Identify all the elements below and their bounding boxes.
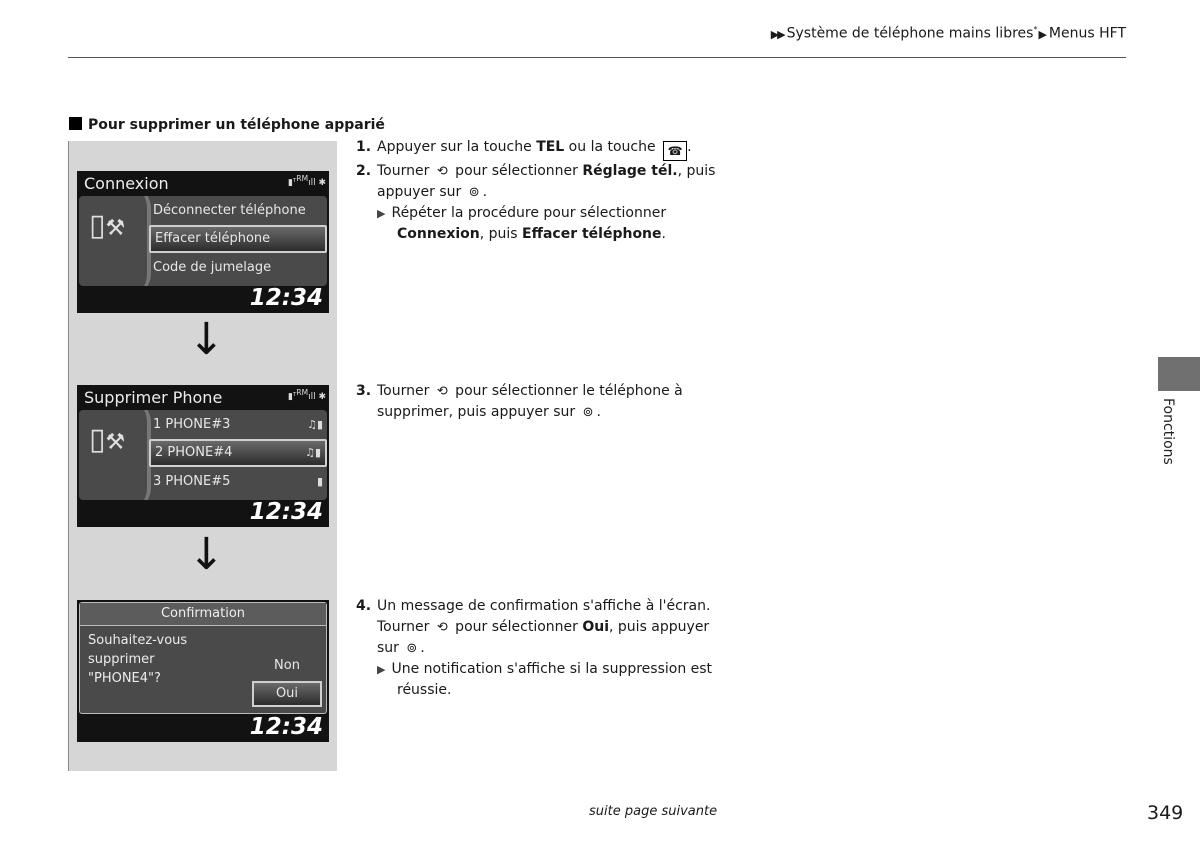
step-text: pour sélectionner <box>450 619 583 635</box>
step-text: Appuyer sur la touche <box>377 139 537 155</box>
phone-list-item-selected[interactable] <box>149 439 327 467</box>
screen-title: Supprimer Phone <box>84 388 223 407</box>
message-line: "PHONE4"? <box>88 671 161 686</box>
clock: 12:34 <box>249 499 323 525</box>
step-text: supprimer, puis appuyer sur <box>377 404 580 420</box>
page-number: 349 <box>1147 802 1184 824</box>
menu-item-delete-phone[interactable]: Effacer téléphone <box>149 225 327 253</box>
step-3-line <box>356 381 716 402</box>
status-icons: ▮ᵀ$^{RM}$ıll ✱ <box>287 174 326 188</box>
triangle-bullet-icon: ▶ <box>377 207 386 220</box>
step-2-note <box>356 203 716 245</box>
screen-title: Connexion <box>84 174 169 193</box>
step-text: Un message de confirmation s'affiche à l'écran. <box>377 598 711 614</box>
step-2-cont <box>356 182 716 203</box>
option-oui[interactable]: Oui <box>252 681 322 707</box>
section-title-text: Pour supprimer un téléphone apparié <box>88 117 385 133</box>
message-line: supprimer <box>88 652 155 667</box>
breadcrumb-item-1: Système de téléphone mains libres <box>786 25 1034 42</box>
menu-name: Effacer téléphone <box>522 226 662 242</box>
breadcrumb-marker: * <box>1033 25 1038 34</box>
rotate-knob-icon: ⟲ <box>436 164 448 179</box>
step-text: . <box>482 184 488 200</box>
step-4 <box>356 596 716 701</box>
rotate-knob-icon: ⟲ <box>436 384 448 399</box>
step-number: 2. <box>356 163 372 179</box>
menu-item-disconnect[interactable]: Déconnecter téléphone <box>153 203 306 218</box>
header-rule <box>68 57 1126 58</box>
status-icons: ▮ᵀ$^{RM}$ıll ✱ <box>287 388 326 402</box>
screen-body <box>79 410 327 500</box>
clock: 12:34 <box>249 714 323 740</box>
press-knob-icon: ⊚ <box>468 185 480 200</box>
step-text: Tourner <box>377 619 434 635</box>
phone-list-item[interactable] <box>149 411 327 439</box>
phone-label: 2 PHONE#4 <box>155 445 233 460</box>
step-number: 3. <box>356 383 372 399</box>
note-text: , puis <box>479 226 523 242</box>
step-text: . <box>420 640 425 656</box>
screen-confirmation <box>77 600 329 742</box>
step-text: , puis appuyer <box>609 619 710 635</box>
screen-supprimer <box>77 385 329 527</box>
menu-name: Connexion <box>397 226 480 242</box>
step-text: pour sélectionner <box>450 163 583 179</box>
option-name: Oui <box>582 619 610 635</box>
phone-label: 3 PHONE#5 <box>153 474 231 489</box>
phone-wrench-icon: ▯⚒ <box>89 422 126 457</box>
step-2 <box>356 161 716 182</box>
phone-status-icon: ♫▮ <box>305 446 321 459</box>
breadcrumb <box>771 25 1126 42</box>
dialog-title: Confirmation <box>80 603 326 626</box>
section-title <box>69 117 385 133</box>
rotate-knob-icon: ⟲ <box>436 620 448 635</box>
step-4-cont <box>356 617 716 638</box>
square-bullet-icon <box>69 117 82 130</box>
press-knob-icon: ⊚ <box>406 641 418 656</box>
step-text: , puis <box>677 163 716 179</box>
step-number: 4. <box>356 598 372 614</box>
triangle-icon: ▶ <box>1038 27 1047 41</box>
step-text: ou la touche <box>564 139 661 155</box>
down-arrow-icon: ↓ <box>188 314 225 365</box>
press-knob-icon: ⊚ <box>582 405 594 420</box>
tel-key-label: TEL <box>536 139 565 155</box>
panel-edge <box>68 141 69 771</box>
step-text: . <box>596 404 601 420</box>
phone-status-icon: ▮ <box>316 475 323 488</box>
phone-wrench-icon: ▯⚒ <box>89 208 126 243</box>
step-text: appuyer sur <box>377 184 466 200</box>
note-text: . <box>661 226 666 242</box>
breadcrumb-item-2: Menus HFT <box>1048 25 1126 42</box>
confirmation-dialog <box>79 602 327 714</box>
steps-1-2 <box>356 137 716 245</box>
step-text: Tourner <box>377 163 434 179</box>
step-text: . <box>687 139 692 155</box>
screen-connexion <box>77 171 329 313</box>
dial-arc <box>129 410 151 500</box>
step-4-line <box>356 596 716 617</box>
clock: 12:34 <box>249 285 323 311</box>
down-arrow-icon: ↓ <box>188 529 225 580</box>
dialog-message <box>88 631 248 688</box>
step-text: Tourner <box>377 383 434 399</box>
menu-name: Réglage tél. <box>582 163 678 179</box>
phone-status-icon: ♫▮ <box>307 418 323 431</box>
triangle-bullet-icon: ▶ <box>377 663 386 676</box>
double-triangle-icon: ▶▶ <box>770 27 784 41</box>
phone-key-icon: ☎ <box>663 141 687 161</box>
phone-list-item[interactable] <box>149 468 327 496</box>
step-1 <box>356 137 716 161</box>
continued-note: suite page suivante <box>589 804 718 819</box>
chapter-tab-label: Fonctions <box>1160 398 1176 465</box>
step-number: 1. <box>356 139 372 155</box>
step-3-cont <box>356 402 716 423</box>
screen-body <box>79 196 327 286</box>
note-text: réussie. <box>397 682 452 698</box>
option-non[interactable]: Non <box>274 658 300 673</box>
step-text: pour sélectionner le téléphone à <box>450 383 683 399</box>
chapter-tab <box>1158 357 1200 391</box>
step-4-cont2 <box>356 638 716 659</box>
message-line: Souhaitez-vous <box>88 633 188 648</box>
step-text: sur <box>377 640 404 656</box>
step-3 <box>356 381 716 423</box>
dial-arc <box>129 196 151 286</box>
phone-label: 1 PHONE#3 <box>153 417 231 432</box>
note-text: Répéter la procédure pour sélectionner <box>391 205 667 221</box>
step-4-note <box>356 659 716 701</box>
note-text: Une notification s'affiche si la suppression est <box>391 661 713 677</box>
menu-item-pairing-code[interactable]: Code de jumelage <box>153 260 272 275</box>
